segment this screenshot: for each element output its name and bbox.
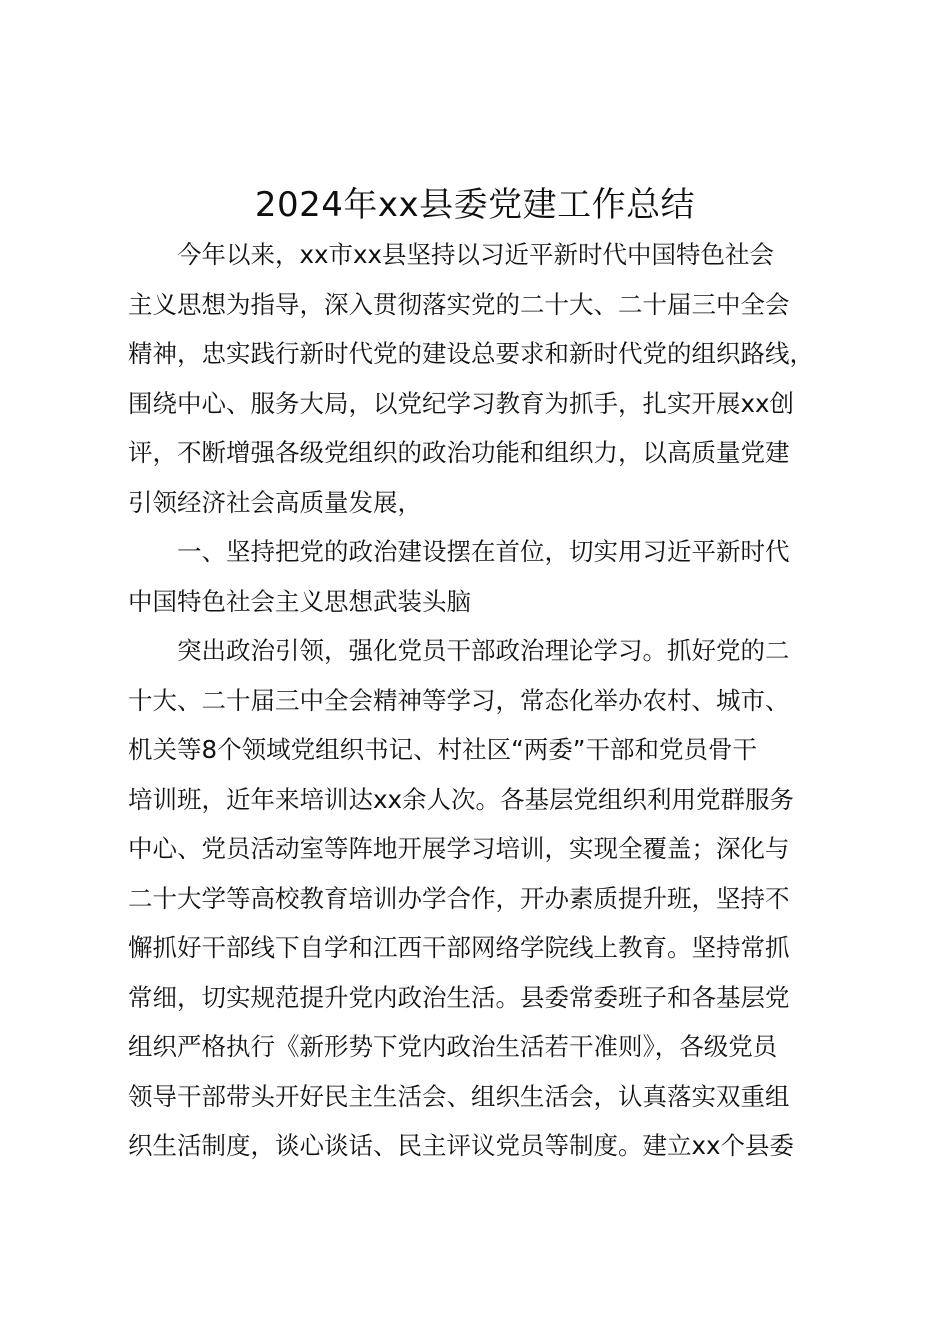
document-title: 2024年xx县委党建工作总结 [254,185,696,225]
paragraph-section1-line: 中心、党员活动室等阵地开展学习培训，实现全覆盖；深化与 [128,834,790,863]
paragraph-section1-line: 培训班，近年来培训达xx余人次。各基层党组织利用党群服务 [128,784,794,814]
paragraph-intro-line: 主义思想为指导，深入贯彻落实党的二十大、二十届三中全会 [128,289,790,319]
section-heading-line: 中国特色社会主义思想武装头脑 [128,586,471,616]
document-body [128,230,838,1171]
paragraph-section1-line: 突出政治引领，强化党员干部政治理论学习。抓好党的二 [177,636,790,665]
paragraph-intro-line: 评，不断增强各级党组织的政治功能和组织力，以高质量党建 [128,438,790,467]
paragraph-intro-line: 引领经济社会高质量发展， [128,487,422,517]
paragraph-section1-line: 常细，切实规范提升党内政治生活。县委常委班子和各基层党 [128,982,790,1012]
paragraph-section1-line: 组织严格执行《新形势下党内政治生活若干准则》，各级党员 [128,1032,778,1061]
section-heading-line: 一、坚持把党的政治建设摆在首位，切实用习近平新时代 [177,537,790,566]
paragraph-section1-line: 领导干部带头开好民主生活会、组织生活会，认真落实双重组 [128,1081,790,1111]
paragraph-section1-line: 机关等8个领域党组织书记、村社区“两委”干部和党员骨干 [128,735,757,764]
paragraph-section1-line: 二十大学等高校教育培训办学合作，开办素质提升班，坚持不 [128,883,790,913]
paragraph-section1-line: 十大、二十届三中全会精神等学习，常态化举办农村、城市、 [128,685,790,715]
paragraph-intro-line: 今年以来，xx市xx县坚持以习近平新时代中国特色社会 [177,240,774,269]
paragraph-section1-line: 懈抓好干部线下自学和江西干部网络学院线上教育。坚持常抓 [128,933,790,962]
paragraph-intro-line: 围绕中心、服务大局，以党纪学习教育为抓手，扎实开展xx创 [128,388,794,418]
paragraph-intro-line: 精神，忠实践行新时代党的建设总要求和新时代党的组织路线， [128,339,814,368]
paragraph-section1-line: 织生活制度，谈心谈话、民主评议党员等制度。建立xx个县委 [128,1131,794,1160]
